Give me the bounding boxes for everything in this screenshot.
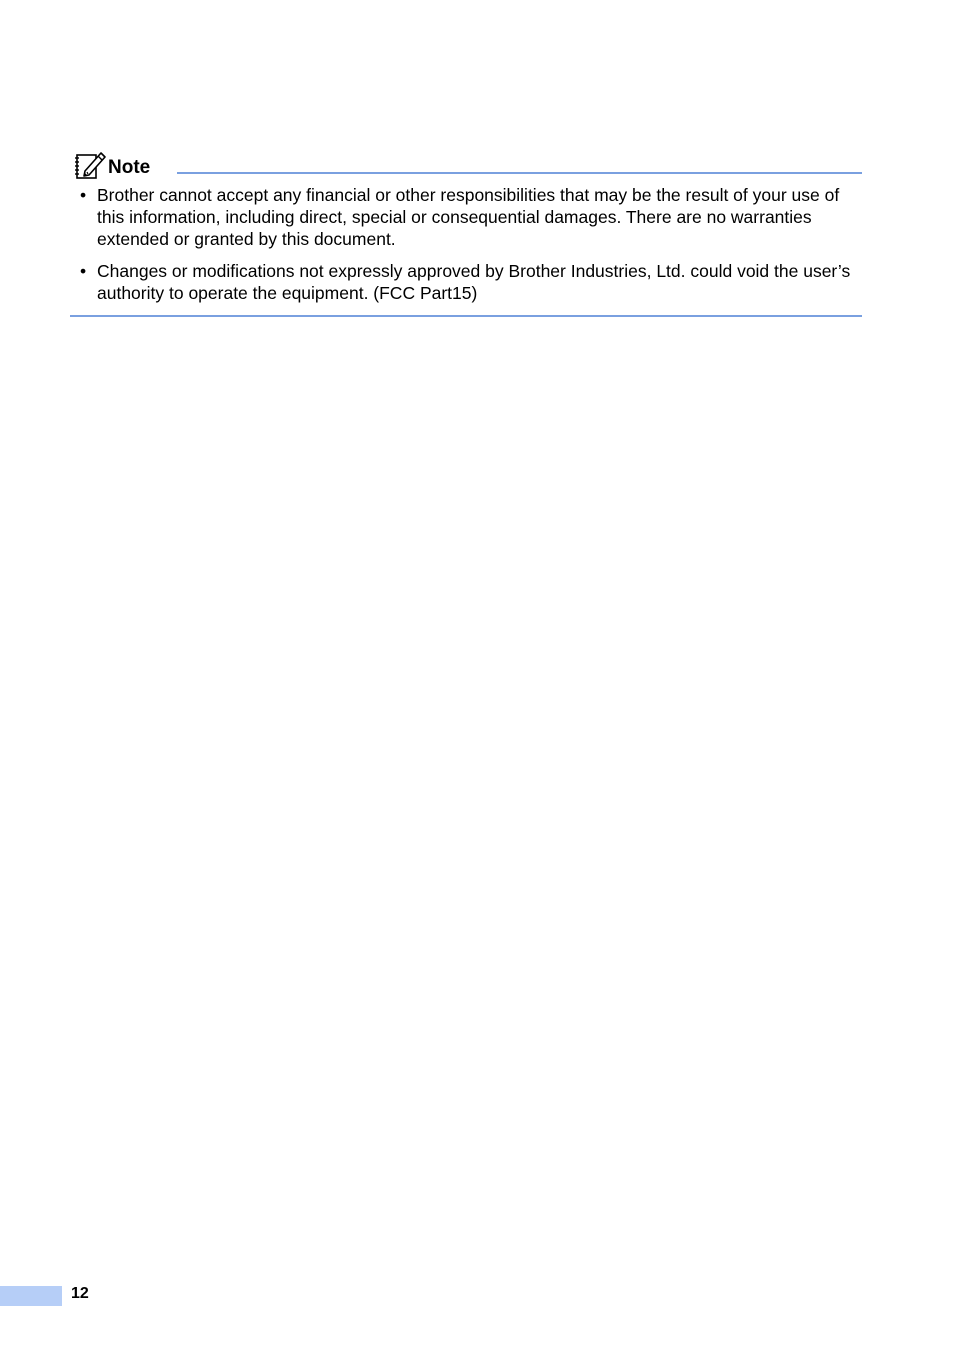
- bullet-icon: •: [80, 261, 87, 281]
- note-divider-top: [177, 172, 862, 174]
- note-item-text: Brother cannot accept any financial or other responsibilities that may be the result of your use of this information, including direct, special or consequential damages. There are no warranties extended or granted by this document.: [97, 185, 840, 249]
- bullet-icon: •: [80, 185, 87, 205]
- note-item: [78, 184, 862, 250]
- note-divider-bottom: [70, 315, 862, 317]
- note-header: [74, 150, 862, 180]
- note-item-text: Changes or modifications not expressly approved by Brother Industries, Ltd. could void the user’s authority to operate the equipment. (FCC Part15): [97, 261, 851, 303]
- note-item: [78, 260, 862, 304]
- page-tab-marker: [0, 1286, 62, 1306]
- page-number: 12: [71, 1285, 89, 1302]
- note-title: Note: [108, 157, 151, 178]
- note-list: [78, 184, 862, 314]
- note-pencil-icon: [74, 150, 106, 180]
